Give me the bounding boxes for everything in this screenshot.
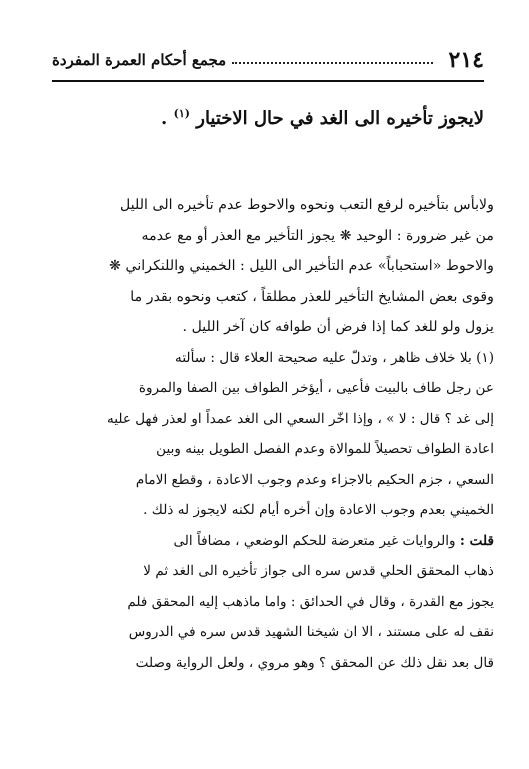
footnote-line: عن رجل طاف بالبيت فأعيى ، أيؤخر الطواف بين الصفا والمروة <box>138 380 494 396</box>
page-header <box>52 42 484 78</box>
footnote-line: الخميني بعدم وجوب الاعادة وإن أخره أيام لكنه لايجوز له ذلك . <box>143 502 494 518</box>
text-body <box>40 190 494 678</box>
body-line: ولابأس بتأخيره لرفع التعب ونحوه والاحوط عدم تأخيره الى الليل <box>120 197 494 213</box>
dotted-leader <box>232 62 432 64</box>
footnote-marker: (١) <box>173 107 190 120</box>
footnote-line: ذهاب المحقق الحلي قدس سره الى جواز تأخيره الى الغد ثم لا <box>143 563 494 579</box>
footnote-line: نقف له على مستند ، الا ان شيخنا الشهيد قدس سره في الدروس <box>128 624 494 640</box>
footnote-line: (١) بلا خلاف ظاهر ، وتدلّ عليه صحيحة العلاء قال : سألته <box>175 349 494 366</box>
body-line: يزول ولو للغد كما إذا فرض أن طوافه كان آخر الليل . <box>182 319 494 335</box>
ruling-heading <box>52 96 484 137</box>
qult-text: والروايات غير متعرضة للحكم الوضعي ، مضافاً الى <box>173 532 456 549</box>
header-rule <box>52 80 484 82</box>
qult-line <box>40 526 494 557</box>
footnote-line: يجوز مع القدرة ، وقال في الحدائق : واما ماذهب إليه المحقق فلم <box>127 593 494 610</box>
body-line: والاحوط «استحباباً» عدم التأخير الى الليل : الخميني واللنكراني ❋ <box>109 258 494 274</box>
body-line: من غير ضرورة : الوحيد ❋ يجوز التأخير مع العذر أو مع عدمه <box>141 227 494 244</box>
footnote-line: اعادة الطواف تحصيلاً للموالاة وعدم الفصل الطويل بينه وبين <box>156 441 494 457</box>
qult-label: قلت : <box>459 532 494 549</box>
body-line: وقوى بعض المشايخ التأخير للعذر مطلقاً ، كتعب ونحوه بقدر ما <box>130 288 494 305</box>
ruling-end: . <box>161 108 168 129</box>
footnote-line: قال بعد نقل ذلك عن المحقق ؟ وهو مروي ، ولعل الرواية وصلت <box>135 654 494 671</box>
footnote-line: إلى غد ؟ قال : لا » ، وإذا اخّر السعي الى الغد عمداً او لعذر فهل عليه <box>106 410 494 427</box>
running-title: مجمع أحكام العمرة المفردة <box>52 51 227 69</box>
footnote-line: السعي ، جزم الحكيم بالاجزاء وعدم وجوب الاعادة ، وقطع الامام <box>135 471 494 488</box>
page-number: ٢١٤ <box>448 47 484 73</box>
ruling-text: لايجوز تأخيره الى الغد في حال الاختيار <box>196 108 484 129</box>
